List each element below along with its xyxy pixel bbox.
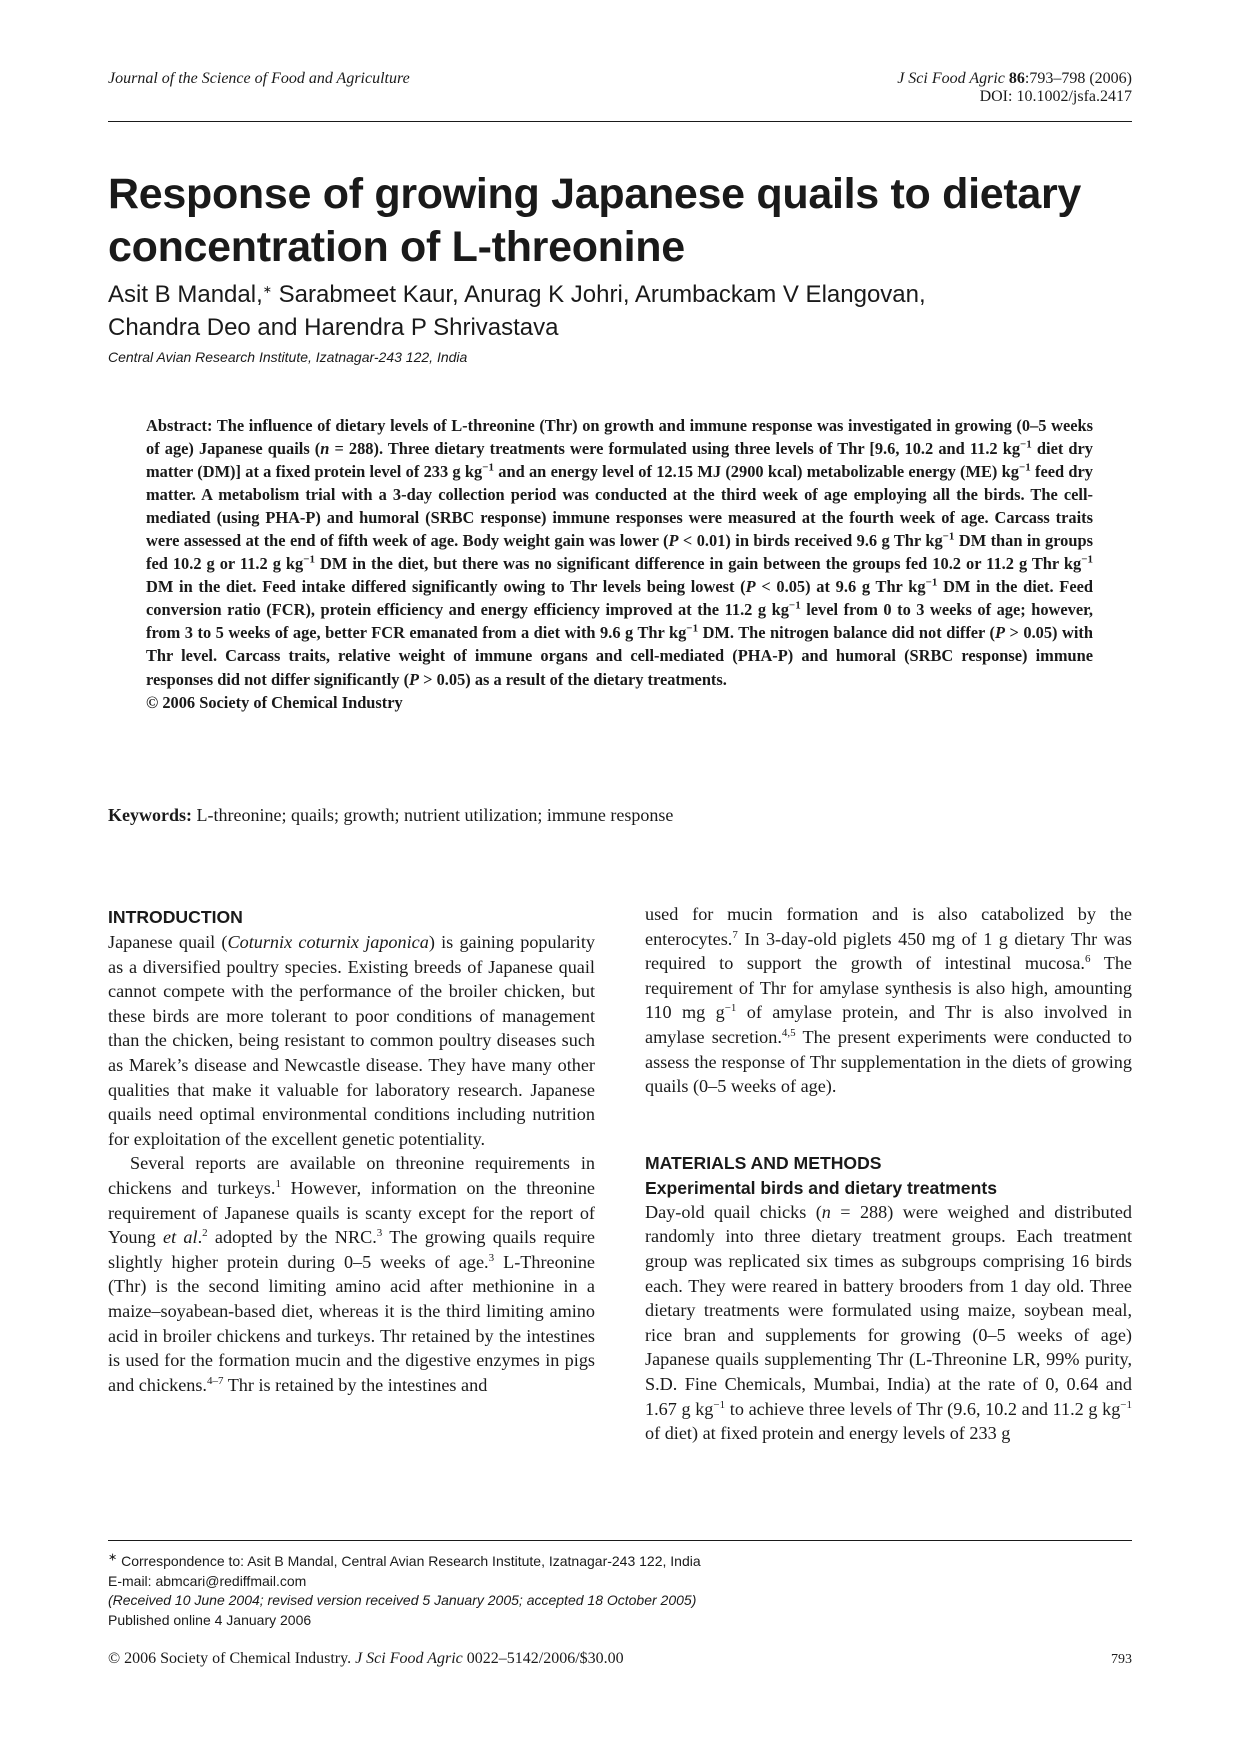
abstract-sup: −1: [1018, 461, 1031, 474]
abstract-text: and an energy level of 12.15 MJ (2900 kcal) metabolizable energy (ME) kg: [494, 462, 1019, 482]
citation-line: [897, 70, 1132, 88]
citation-block: [897, 70, 1132, 106]
body-text: = 288) were weighed and distributed randomly into three dietary treatment groups. Each treatment group was replicated six times as subgroups comprising 16 birds each. They were reared in battery brooders from 1 day old. Three dietary treatments were formulated using maize, soybean meal, rice bran and supplements for growing (0–5 weeks of age) Japanese quails supplementing Thr (L-Threonine LR, 99% purity, S.D. Fine Chemicals, Mumbai, India) at the rate of 0, 0.64 and 1.67 g kg: [645, 1201, 1132, 1419]
abstract-sup: −1: [686, 622, 699, 635]
left-column: [108, 905, 595, 1397]
abstract-text: diet dry matter (DM)] at a fixed protein level of 233 g kg: [146, 439, 1093, 482]
correspondence-mark: ∗: [262, 284, 272, 296]
citation-ref: 7: [732, 928, 738, 941]
unit-sup: −1: [724, 1002, 737, 1015]
citation-ref: 3: [376, 1227, 383, 1240]
authors-rest: Sarabmeet Kaur, Anurag K Johri, Arumbackam V Elangovan,: [271, 281, 926, 308]
unit-sup: −1: [1120, 1398, 1133, 1411]
abstract-copyright: © 2006 Society of Chemical Industry: [146, 692, 403, 712]
abstract-text: > 0.05) with Thr level. Carcass traits, relative weight of immune organs and cell-mediated (PHA-P) and humoral (SRBC response) immune responses did not differ significantly (: [146, 623, 1093, 689]
intro-paragraph-3: [645, 902, 1132, 1099]
received-dates: (Received 10 June 2004; revised version received 5 January 2005; accepted 18 October 2005): [108, 1592, 697, 1608]
intro-paragraph-2: [108, 1151, 595, 1397]
section-heading-methods: MATERIALS AND METHODS: [645, 1152, 882, 1173]
abstract-text: = 288). Three dietary treatments were formulated using three levels of Thr [9.6, 10.2 and 11.2 kg: [329, 439, 1021, 459]
abstract-text: DM in the diet. Feed intake differed significantly owing to Thr levels being lowest (: [146, 577, 746, 597]
footer-copyright: [108, 1650, 624, 1668]
abstract-var: n: [320, 439, 330, 459]
header-rule: [108, 121, 1132, 122]
citation-ref: 4–7: [206, 1374, 224, 1387]
body-text: to achieve three levels of Thr (9.6, 10.2 and 11.2 g kg: [725, 1398, 1121, 1419]
keywords-list: L-threonine; quails; growth; nutrient utilization; immune response: [192, 805, 674, 825]
body-text: L-Threonine (Thr) is the second limiting amino acid after methionine in a maize–soyabean-based diet, whereas it is the third limiting amino acid in broiler chickens and turkeys. Thr retained by the intestines is used for the formation mucin and the digestive enzymes in pigs and chickens.: [108, 1251, 595, 1395]
article-title: Response of growing Japanese quails to dietary concentration of L-threonine: [108, 170, 1082, 271]
abstract-var: P: [745, 577, 756, 597]
page-number: 793: [1111, 1652, 1132, 1667]
body-text: However, information on the threonine requirement of Japanese quails is scanty except for the report of Young: [108, 1177, 595, 1248]
section-heading-introduction: INTRODUCTION: [108, 907, 243, 927]
citation-ref: 2: [202, 1227, 208, 1240]
body-text: Day-old quail chicks (: [645, 1201, 822, 1222]
citation-volume: 86: [1008, 70, 1025, 87]
math-var: n: [821, 1201, 831, 1222]
email-line: E-mail: abmcari@rediffmail.com: [108, 1572, 307, 1589]
subsection-heading: Experimental birds and dietary treatments: [645, 1177, 997, 1198]
footer-text: © 2006 Society of Chemical Industry.: [108, 1650, 356, 1667]
affiliation: Central Avian Research Institute, Izatnagar-243 122, India: [108, 349, 468, 365]
body-text: of amylase protein, and Thr is also involved in amylase secretion.: [645, 1002, 1132, 1047]
keywords: [108, 805, 673, 826]
abstract-text: < 0.05) at 9.6 g Thr kg: [755, 577, 926, 597]
published-online: Published online 4 January 2006: [108, 1611, 312, 1628]
body-text: of diet) at fixed protein and energy levels of 233 g: [645, 1423, 1011, 1444]
authors-line-2: Chandra Deo and Harendra P Shrivastava: [108, 314, 559, 341]
body-text: In 3-day-old piglets 450 mg of 1 g dietary Thr was required to support the growth of intestinal mucosa.: [645, 928, 1132, 974]
citation-ref: 4,5: [781, 1026, 796, 1039]
body-text: used for mucin formation and is also catabolized by the enterocytes.: [645, 904, 1132, 949]
abstract-var: P: [668, 531, 679, 551]
abstract-sup: −1: [788, 599, 801, 612]
abstract-text: > 0.05) as a result of the dietary treatments.: [419, 669, 727, 689]
section-spacer: [645, 1099, 1132, 1151]
abstract-text: level from 0 to 3 weeks of age; however, from 3 to 5 weeks of age, better FCR emanated from a diet with 9.6 g Thr kg: [146, 600, 1093, 643]
abstract-var: P: [995, 623, 1006, 643]
author-first: Asit B Mandal,: [108, 281, 263, 308]
correspondence-mark: ∗: [108, 1551, 118, 1564]
footnotes: [108, 1552, 1132, 1630]
unit-sup: −1: [713, 1398, 726, 1411]
body-text: The requirement of Thr for amylase synthesis is also high, amounting 110 mg g: [645, 953, 1132, 1023]
abstract-var: P: [409, 669, 420, 689]
journal-name: Journal of the Science of Food and Agriculture: [108, 70, 410, 87]
abstract-text: DM. The nitrogen balance did not differ (: [698, 623, 996, 643]
body-text: .: [197, 1227, 203, 1248]
abstract-text: DM in the diet, but there was no significant difference in gain between the groups fed 10.2 or 11.2 g Thr kg: [315, 554, 1082, 574]
methods-paragraph-1: [645, 1200, 1132, 1446]
body-text: Japanese quail (: [108, 932, 228, 952]
intro-paragraph-1: [108, 930, 595, 1151]
citation-pages: :793–798 (2006): [1024, 70, 1132, 87]
abstract-text: DM in the diet. Feed conversion ratio (FCR), protein efficiency and energy efficiency improved at the 11.2 g kg: [146, 577, 1093, 620]
footer-text: 0022–5142/2006/$30.00: [462, 1650, 624, 1667]
abstract-sup: −1: [942, 530, 955, 543]
body-text: The growing quails require slightly higher protein during 0–5 weeks of age.: [108, 1227, 595, 1272]
citation-ref: 6: [1084, 953, 1091, 966]
body-text: ) is gaining popularity as a diversified poultry species. Existing breeds of Japanese quail cannot compete with the performance of the broiler chicken, but these birds are more tolerant to poor conditions of management than the chicken, being resistant to common poultry diseases such as Marek’s disease and Newcastle disease. They have many other qualities that make it valuable for laboratory research. Japanese quails need optimal environmental conditions including nutrition for exploitation of the excellent genetic potentiality.: [108, 932, 595, 1149]
abstract: [146, 414, 1093, 714]
et-al: et al: [163, 1227, 198, 1248]
abstract-text: feed dry matter. A metabolism trial with a 3-day collection period was conducted at the third week of age employing all the birds. The cell-mediated (using PHA-P) and humoral (SRBC response) immune responses were measured at the fourth week of age. Carcass traits were assessed at the end of fifth week of age. Body weight gain was lower (: [146, 462, 1093, 551]
abstract-text: Abstract: The influence of dietary levels of L-threonine (Thr) on growth and immune response was investigated in growing (0–5 weeks of age) Japanese quails (: [146, 416, 1093, 459]
citation-journal: J Sci Food Agric: [897, 70, 1005, 87]
citation-ref: 1: [275, 1177, 281, 1190]
footnote-rule: [108, 1540, 1132, 1541]
doi: DOI: 10.1002/jsfa.2417: [979, 88, 1132, 105]
abstract-text: DM than in groups fed 10.2 g or 11.2 g kg: [146, 531, 1093, 574]
species-name: Coturnix coturnix japonica: [227, 932, 429, 952]
abstract-sup: −1: [1020, 438, 1032, 451]
abstract-sup: −1: [303, 553, 315, 566]
correspondence-text: Correspondence to: Asit B Mandal, Central Avian Research Institute, Izatnagar-243 122, India: [117, 1553, 701, 1569]
body-text: Thr is retained by the intestines and: [223, 1374, 488, 1395]
abstract-text: < 0.01) in birds received 9.6 g Thr kg: [678, 531, 943, 551]
correspondence-note: [108, 1552, 1132, 1572]
body-text: The present experiments were conducted to assess the response of Thr supplementation in the diets of growing quails (0–5 weeks of age).: [645, 1026, 1132, 1097]
body-text: Several reports are available on threonine requirements in chickens and turkeys.: [108, 1153, 595, 1198]
abstract-sup: −1: [1081, 553, 1093, 566]
citation-ref: 3: [488, 1251, 495, 1264]
keywords-label: Keywords:: [108, 805, 192, 825]
right-column: [645, 902, 1132, 1446]
footer-journal: J Sci Food Agric: [355, 1650, 463, 1667]
abstract-sup: −1: [482, 461, 494, 474]
abstract-sup: −1: [925, 576, 938, 589]
body-text: adopted by the NRC.: [207, 1227, 377, 1248]
author-list: [108, 278, 1138, 344]
